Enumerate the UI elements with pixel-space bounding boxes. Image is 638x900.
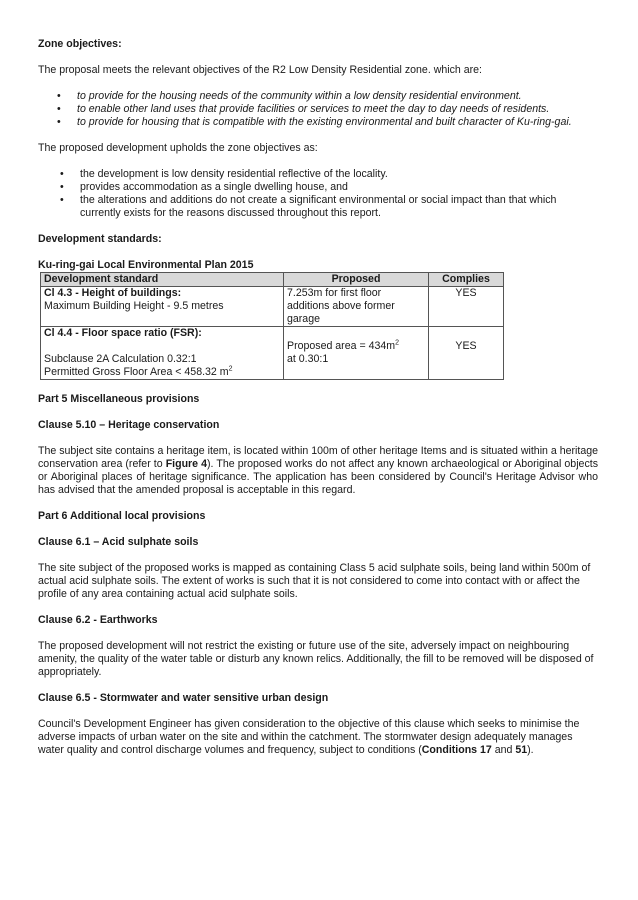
- table-cell: [429, 327, 504, 380]
- clause-5-10-heading: Clause 5.10 – Heritage conservation: [38, 419, 220, 431]
- zone-objectives-heading: Zone objectives:: [38, 38, 122, 50]
- zone-point-item: • the development is low density residential reflective of the locality.: [38, 168, 598, 181]
- standards-table: [40, 272, 504, 380]
- earthworks-paragraph: The proposed development will not restrict the existing or future use of the site, adversely impact on neighbouring amenity, the quality of the water table or disturb any known relics. Additionally, the fill to be removed will be disposed of appropriately.: [38, 640, 594, 678]
- development-standards-heading: Development standards:: [38, 233, 162, 245]
- complies-value: YES: [455, 340, 477, 352]
- zone-intro: The proposal meets the relevant objectives of the R2 Low Density Residential zone. which are:: [38, 64, 482, 76]
- table-header: Complies: [429, 273, 504, 287]
- table-row: [41, 327, 504, 380]
- part6-heading: Part 6 Additional local provisions: [38, 510, 206, 522]
- table-header: Development standard: [41, 273, 284, 287]
- row-title: Cl 4.4 - Floor space ratio (FSR):: [44, 327, 202, 339]
- condition-17-reference: Conditions 17: [421, 744, 492, 756]
- table-cell: [41, 327, 284, 380]
- row-title: Cl 4.3 - Height of buildings:: [44, 287, 182, 299]
- table-header: Proposed: [284, 273, 429, 287]
- table-cell: [284, 327, 429, 380]
- table-cell: [41, 287, 284, 327]
- objective-item: • to provide for the housing needs of the community within a low density residential environment.: [38, 90, 598, 103]
- heritage-paragraph: The subject site contains a heritage item, is located within 100m of other heritage Items and is situated within a heritage conservation area (refer to Figure 4). The proposed works do not affect any known archaeological or Aboriginal objects or Aboriginal places of heritage significance. The application has been considered by Council's Heritage Advisor who has advised that the amended proposal is acceptable in this regard.: [38, 445, 599, 496]
- clause-6-1-heading: Clause 6.1 – Acid sulphate soils: [38, 536, 199, 548]
- lep-table-title: Ku-ring-gai Local Environmental Plan 2015: [38, 259, 254, 271]
- clause-6-5-heading: Clause 6.5 - Stormwater and water sensitive urban design: [38, 692, 329, 704]
- stormwater-paragraph: Council's Development Engineer has given consideration to the objective of this clause which seeks to minimise the adverse impacts of urban water on the site and within the catchment. The stormwater design adequately manages water quality and control discharge volumes and frequency, subject to conditions (Conditions 17 and 51).: [38, 718, 580, 756]
- clause-6-2-heading: Clause 6.2 - Earthworks: [38, 614, 158, 626]
- condition-51-reference: 51: [515, 744, 528, 756]
- row-detail: Permitted Gross Floor Area < 458.32 $m^2$: [44, 365, 233, 378]
- table-cell: 7.253m for first floor additions above former garage: [284, 287, 429, 327]
- proposed-area: Proposed area = $434m^2$: [287, 339, 399, 352]
- row-detail: Subclause 2A Calculation 0.32:1: [44, 353, 197, 365]
- upholds-intro: The proposed development upholds the zone objectives as:: [38, 142, 318, 154]
- zone-point-item: • provides accommodation as a single dwelling house, and: [38, 181, 598, 194]
- table-cell: YES: [429, 287, 504, 327]
- zone-point-item: • the alterations and additions do not create a significant environmental or social impact than that which currently exists for the reasons discussed throughout this report.: [38, 194, 598, 220]
- table-header-row: [41, 273, 504, 287]
- objectives-list: [38, 90, 598, 129]
- objective-item: • to provide for housing that is compatible with the existing environmental and built character of Ku-ring-gai.: [38, 116, 598, 129]
- table-row: [41, 287, 504, 327]
- row-detail: Maximum Building Height - 9.5 metres: [44, 300, 224, 312]
- objective-item: • to enable other land uses that provide facilities or services to meet the day to day needs of residents.: [38, 103, 598, 116]
- zone-points-list: [38, 168, 598, 220]
- proposed-ratio: at 0.30:1: [287, 353, 329, 365]
- figure-4-reference: Figure 4: [165, 458, 208, 470]
- part5-heading: Part 5 Miscellaneous provisions: [38, 393, 200, 405]
- acid-sulphate-paragraph: The site subject of the proposed works is mapped as containing Class 5 acid sulphate soils, being land within 500m of actual acid sulphate soils. The extent of works is such that it is not considered to come into contact with or affect the profile of any area containing actual acid sulphate soils.: [38, 562, 591, 600]
